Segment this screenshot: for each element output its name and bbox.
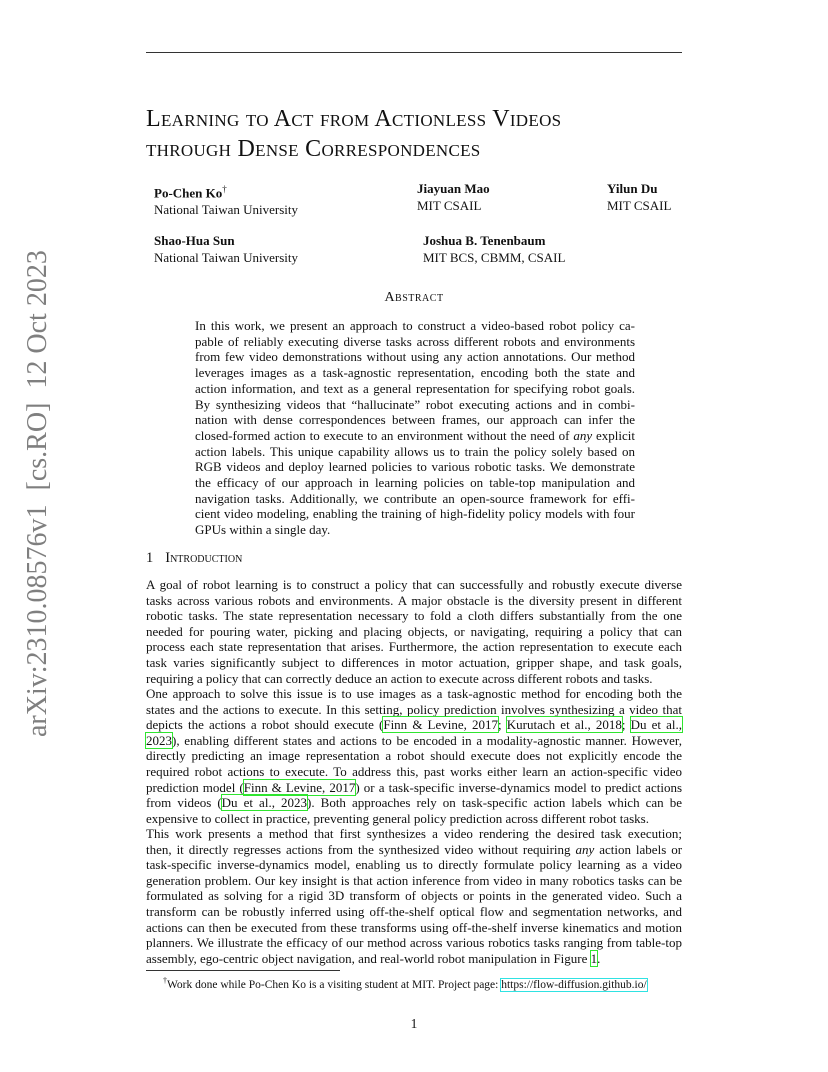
intro-paragraph-3	[146, 826, 682, 966]
paragraph-line: required robot actions to execute. To address this, past works either learn an action-specific video	[146, 763, 682, 779]
abstract-line: action labels. This unique capability allows us to train the policy solely based on	[195, 443, 635, 459]
page-number: 1	[410, 1016, 418, 1031]
abstract-line: RGB videos and deploy learned policies to various robotic tasks. We demonstrate	[195, 459, 635, 475]
author-name: Yilun Du	[607, 181, 658, 196]
paragraph-line: task varies significantly subject to differences in motor actuation, gripper shape, and task goals,	[146, 654, 682, 670]
abstract-line: By synthesizing videos that “hallucinate” robot executing actions and in combi-	[195, 396, 635, 412]
paragraph-line: transform can be robustly inferred using off-the-shelf optical flow and segmentation networks, and	[146, 903, 682, 919]
author-name: Shao-Hua Sun	[154, 233, 235, 248]
abstract-body	[195, 318, 635, 538]
paragraph-line: assembly, ego-centric object navigation, and real-world robot manipulation in Figure 1.	[146, 950, 601, 966]
abstract-line: GPUs within a single day.	[195, 522, 331, 538]
author-block	[423, 233, 565, 266]
author-affiliation: MIT BCS, CBMM, CSAIL	[423, 249, 566, 265]
paragraph-line: then, it directly regresses actions from the synthesized video without requiring any action labels or	[146, 841, 683, 857]
abstract-line: leverages images as a task-agnostic representation, encoding both the state and	[195, 365, 635, 381]
arxiv-identifier: arXiv:2310.08576v1 [cs.RO] 12 Oct 2023	[22, 250, 53, 737]
section-title: Introduction	[165, 550, 243, 566]
footnote	[163, 976, 647, 991]
abstract-line: closed-formed action to execute to an environment without the need of any explicit	[195, 427, 635, 443]
author-name: Joshua B. Tenenbaum	[423, 233, 546, 248]
citation-link[interactable]: Kurutach et al., 2018	[506, 717, 622, 733]
paper-title	[146, 104, 706, 164]
paragraph-line: process each state representation that arises. Furthermore, the action representation to execute each	[146, 639, 682, 655]
citation-link[interactable]: Finn & Levine, 2017	[243, 779, 356, 795]
paragraph-line: directly predicting an image representation a robot should execute does not explicitly encode the	[146, 748, 682, 764]
intro-paragraph-2	[146, 686, 682, 826]
dagger-mark: †	[222, 184, 227, 194]
paragraph-line: planners. We illustrate the efficacy of our method across various robotics tasks ranging from table-top	[146, 935, 682, 951]
citation-link[interactable]: Finn & Levine, 2017	[383, 717, 499, 733]
paragraph-line: states and the actions to execute. In this setting, policy prediction involves synthesizing a video that	[146, 701, 682, 717]
paragraph-line: A goal of robot learning is to construct a policy that can successfully and robustly execute diverse	[146, 577, 682, 592]
author-affiliation: National Taiwan University	[154, 201, 298, 217]
paragraph-line: depicts the actions a robot should execute (Finn & Levine, 2017; Kurutach et al., 2018; Du et al.,	[146, 717, 683, 733]
paragraph-line: expensive to collect in practice, preventing general policy prediction across different robot tasks.	[146, 810, 649, 826]
project-page-link[interactable]: https://flow-diffusion.github.io/	[501, 978, 647, 991]
author-affiliation: National Taiwan University	[154, 249, 298, 265]
paragraph-line: from videos (Du et al., 2023). Both approaches rely on task-specific action labels which can be	[146, 795, 683, 811]
footnote-mark: †	[163, 976, 167, 985]
footnote-text: Work done while Po-Chen Ko is a visiting student at MIT. Project page:	[167, 978, 499, 991]
paragraph-line: needed for pouring water, picking and placing objects, or navigating, requiring a policy that can	[146, 623, 682, 639]
author-name: Po-Chen Ko†	[154, 184, 227, 201]
abstract-line: the efficacy of our approach in learning policies on table-top manipulation and	[195, 475, 635, 491]
abstract-line: pable of reliably executing diverse tasks across different robots and environments	[195, 333, 635, 349]
abstract-line: from few video demonstrations without using any action annotations. Our method	[195, 349, 635, 365]
emphasis-any: any	[575, 841, 595, 857]
footnote-rule	[146, 970, 340, 971]
top-rule	[146, 52, 682, 53]
author-block	[154, 233, 298, 266]
author-block	[607, 181, 671, 214]
author-block	[154, 181, 298, 218]
author-affiliation: MIT CSAIL	[417, 197, 482, 213]
figure-link[interactable]: 1	[590, 950, 598, 966]
citation-link[interactable]: Du et al.,	[630, 717, 683, 733]
section-number: 1	[146, 550, 154, 566]
paragraph-line: task-specific inverse-dynamics model, enabling us to directly formulate policy learning as a video	[146, 857, 682, 873]
citation-link[interactable]: 2023	[146, 732, 172, 748]
title-line-1: Learning to Act from Actionless Videos	[146, 106, 562, 132]
abstract-line: cient video modeling, enabling the training of high-fidelity policy models with four	[195, 506, 635, 522]
paragraph-line: generation problem. Our key insight is that action inference from video in many robotics tasks can be	[146, 872, 682, 888]
abstract-line: In this work, we present an approach to construct a video-based robot policy ca-	[195, 318, 635, 333]
title-line-2: through Dense Correspondences	[146, 136, 481, 162]
emphasis-any: any	[573, 427, 593, 443]
intro-paragraph-1	[146, 577, 682, 686]
citation-link[interactable]: Du et al., 2023	[221, 795, 308, 811]
abstract-line: nation with dense correspondences between frames, our approach can infer the	[195, 412, 635, 428]
abstract-line: action information, and text as a general representation for specifying robot goals.	[195, 380, 635, 396]
author-name: Jiayuan Mao	[417, 181, 490, 196]
paragraph-line: requiring a policy that can correctly deduce an action to execute across different robots and tasks.	[146, 670, 653, 686]
paragraph-line: prediction model (Finn & Levine, 2017) or a task-specific inverse-dynamics model to predict actions	[146, 779, 683, 795]
paragraph-line: robotic tasks. The state representation necessary to fold a cloth differs substantially from the one	[146, 608, 682, 624]
author-block	[417, 181, 490, 214]
abstract-heading: Abstract	[384, 290, 444, 305]
paragraph-line: One approach to solve this issue is to use images as a task-agnostic method for encoding both the	[146, 686, 682, 701]
paragraph-line: tasks across various robots and environments. A major obstacle is the diversity present in different	[146, 592, 682, 608]
abstract-line: navigation tasks. Additionally, we contribute an open-source framework for effi-	[195, 490, 635, 506]
author-affiliation: MIT CSAIL	[607, 197, 672, 213]
section-heading	[146, 550, 242, 567]
paragraph-line: This work presents a method that first synthesizes a video rendering the desired task execution;	[146, 826, 682, 841]
paragraph-line: actions can then be executed from these transforms using off-the-shelf inverse kinematics and motion	[146, 919, 682, 935]
paragraph-line: 2023), enabling different states and actions to be encoded in a modality-agnostic manner. However,	[146, 732, 682, 748]
paragraph-line: formulated as solving for a rigid 3D transform of objects or points in the generated video. Such a	[146, 888, 682, 904]
